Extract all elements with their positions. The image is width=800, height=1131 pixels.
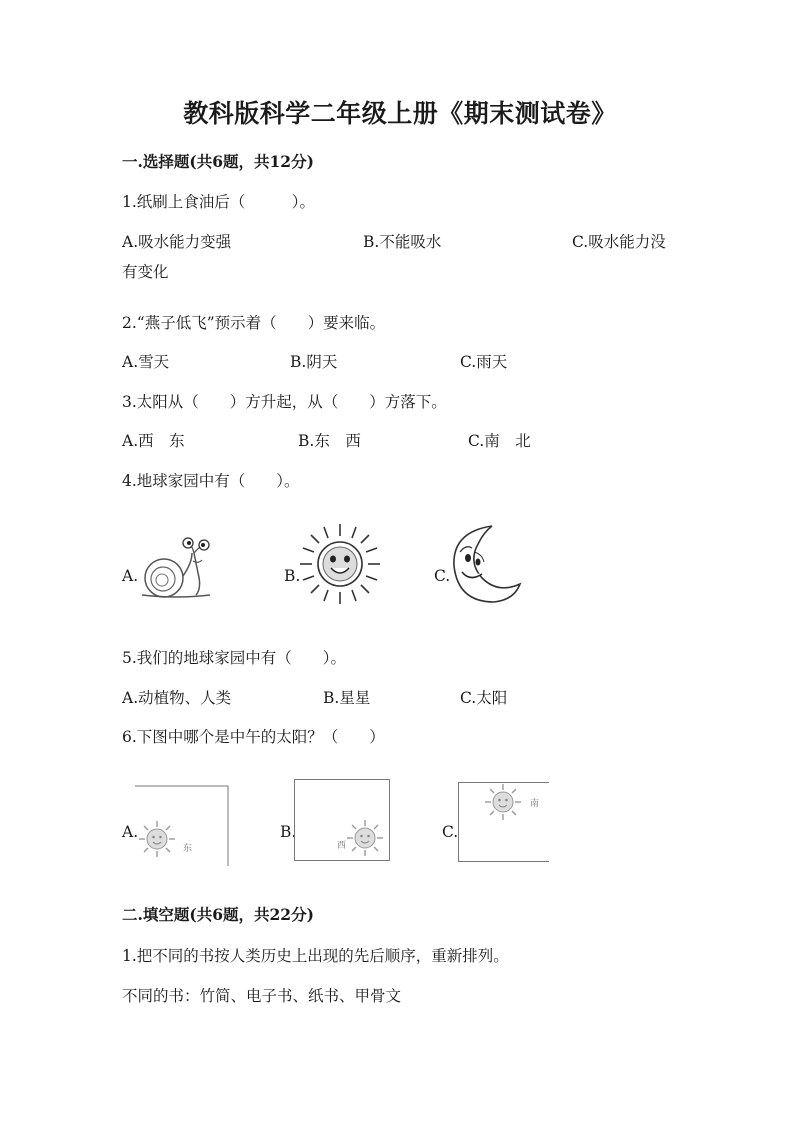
- q3-option-a: A.西 东: [122, 432, 185, 450]
- q1-option-c-cont: 有变化: [122, 263, 169, 281]
- q1-option-c: C.吸水能力没: [572, 233, 666, 251]
- q1-option-b: B.不能吸水: [363, 233, 442, 251]
- q2-option-c: C.雨天: [460, 353, 508, 371]
- q6-option-a: A.: [122, 823, 139, 841]
- fill-question-1: 1.把不同的书按人类历史上出现的先后顺序，重新排列。: [122, 947, 509, 965]
- moon-image: [448, 522, 522, 606]
- q4-option-b: B.: [284, 567, 301, 585]
- q6-option-b: B.: [280, 823, 297, 841]
- snail-image: [136, 533, 216, 603]
- section-1-heading: 一.选择题(共6题，共12分): [122, 152, 314, 171]
- q6-image-c-label: 南: [530, 799, 540, 809]
- q5-option-c: C.太阳: [460, 689, 508, 707]
- question-2: 2.“燕子低飞”预示着（ ）要来临。: [122, 314, 386, 332]
- question-1: 1.纸刷上食油后（ ）。: [122, 193, 316, 211]
- q3-option-c: C.南 北: [468, 432, 531, 450]
- q4-option-c: C.: [434, 567, 451, 585]
- q5-option-a: A.动植物、人类: [122, 689, 232, 707]
- q4-option-a: A.: [122, 567, 139, 585]
- q3-option-b: B.东 西: [298, 432, 361, 450]
- fill-question-1-books: 不同的书：竹简、电子书、纸书、甲骨文: [122, 987, 402, 1005]
- q6-image-a: [135, 785, 229, 867]
- q6-option-c: C.: [442, 823, 459, 841]
- question-6: 6.下图中哪个是中午的太阳？（ ）: [122, 728, 385, 746]
- question-4: 4.地球家园中有（ ）。: [122, 472, 300, 490]
- section-2-heading: 二.填空题(共6题，共22分): [122, 905, 314, 924]
- q2-option-a: A.雪天: [122, 353, 170, 371]
- question-3: 3.太阳从（ ）方升起，从（ ）方落下。: [122, 393, 447, 411]
- q5-option-b: B.星星: [323, 689, 371, 707]
- q2-option-b: B.阴天: [290, 353, 338, 371]
- q6-image-a-label: 东: [183, 844, 193, 854]
- page-title: 教科版科学二年级上册《期末测试卷》: [183, 99, 617, 128]
- q6-image-c: [458, 782, 550, 862]
- question-5: 5.我们的地球家园中有（ ）。: [122, 649, 347, 667]
- q6-image-b-label: 西: [337, 841, 347, 851]
- q1-option-a: A.吸水能力变强: [122, 233, 232, 251]
- sun-image: [298, 522, 382, 606]
